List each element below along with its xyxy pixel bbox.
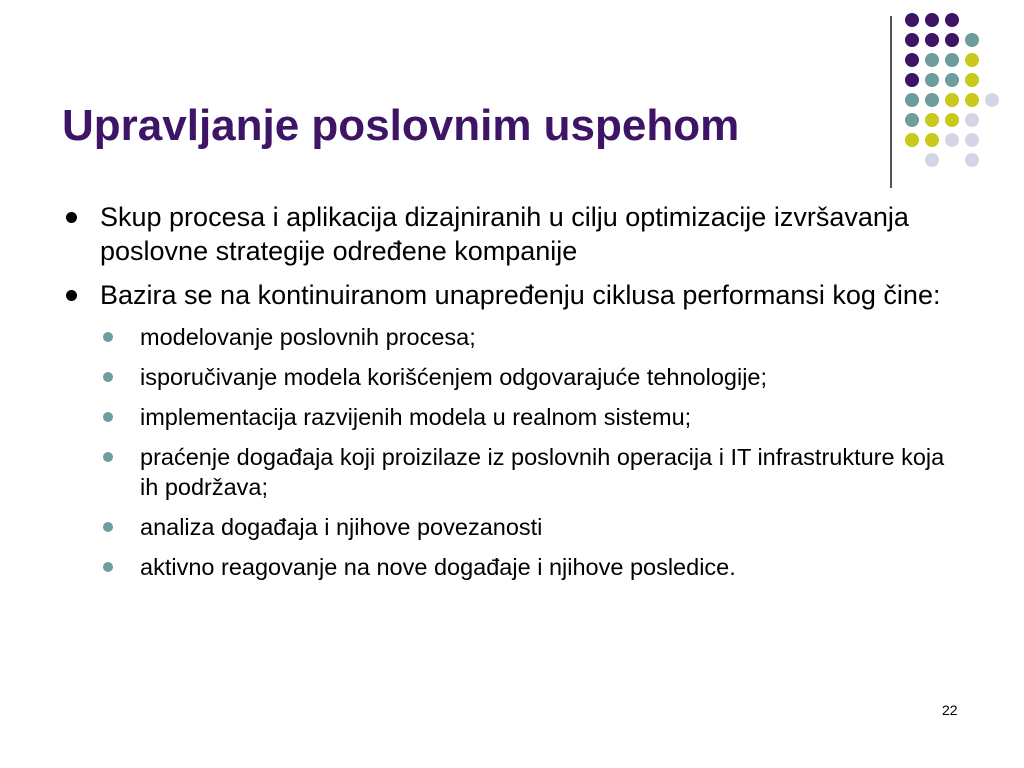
sub-bullet-icon <box>103 562 113 572</box>
decorative-dot <box>965 93 979 107</box>
bullet-text: Skup procesa i aplikacija dizajniranih u cilju optimizacije izvršavanja poslovne strategije određene kompanije <box>100 202 909 266</box>
sub-bullet-text: implementacija razvijenih modela u realnom sistemu; <box>140 404 692 430</box>
decorative-dot <box>945 93 959 107</box>
sub-bullet-item <box>100 362 962 392</box>
decorative-dot <box>945 33 959 47</box>
sub-bullet-icon <box>103 372 113 382</box>
decorative-dot <box>965 113 979 127</box>
decorative-dot <box>925 93 939 107</box>
decorative-dot <box>905 133 919 147</box>
sub-bullet-icon <box>103 522 113 532</box>
bullet-icon <box>66 212 77 223</box>
decorative-dot <box>905 113 919 127</box>
decorative-dot <box>925 113 939 127</box>
decorative-dot <box>965 53 979 67</box>
decorative-dot <box>945 53 959 67</box>
decorative-dot <box>965 133 979 147</box>
sub-bullet-item <box>100 552 962 582</box>
decorative-dot <box>945 73 959 87</box>
decorative-dot <box>985 93 999 107</box>
bullet-icon <box>66 290 77 301</box>
decorative-dot <box>905 33 919 47</box>
slide-title: Upravljanje poslovnim uspehom <box>62 101 740 150</box>
decorative-dot <box>925 53 939 67</box>
decorative-dot <box>945 13 959 27</box>
bullet-item <box>62 278 962 312</box>
decorative-dot <box>925 133 939 147</box>
title-divider-line <box>890 16 892 188</box>
sub-bullet-text: isporučivanje modela korišćenjem odgovarajuće tehnologije; <box>140 364 768 390</box>
sub-bullet-icon <box>103 332 113 342</box>
decorative-dot <box>965 153 979 167</box>
sub-bullet-text: analiza događaja i njihove povezanosti <box>140 514 543 540</box>
decorative-dot <box>945 113 959 127</box>
decorative-dot <box>905 13 919 27</box>
decorative-dot <box>965 73 979 87</box>
decorative-dot <box>965 33 979 47</box>
decorative-dot-grid <box>902 10 1012 170</box>
sub-bullet-icon <box>103 412 113 422</box>
decorative-dot <box>945 133 959 147</box>
decorative-dot <box>905 53 919 67</box>
decorative-dot <box>905 73 919 87</box>
decorative-dot <box>905 93 919 107</box>
decorative-dot <box>925 13 939 27</box>
sub-bullet-icon <box>103 452 113 462</box>
decorative-dot <box>925 153 939 167</box>
sub-bullet-item <box>100 512 962 542</box>
sub-bullet-text: aktivno reagovanje na nove događaje i njihove posledice. <box>140 554 736 580</box>
sub-bullet-item <box>100 442 962 502</box>
decorative-dot <box>925 33 939 47</box>
sub-bullet-text: modelovanje poslovnih procesa; <box>140 324 476 350</box>
sub-bullet-item <box>100 322 962 352</box>
sub-bullet-text: praćenje događaja koji proizilaze iz poslovnih operacija i IT infrastrukture koja ih podržava; <box>140 444 945 500</box>
bullet-list <box>62 200 962 592</box>
sub-bullet-item <box>100 402 962 432</box>
bullet-item <box>62 200 962 268</box>
bullet-text: Bazira se na kontinuiranom unapređenju ciklusa performansi kog čine: <box>100 280 941 310</box>
decorative-dot <box>925 73 939 87</box>
page-number: 22 <box>942 702 958 718</box>
